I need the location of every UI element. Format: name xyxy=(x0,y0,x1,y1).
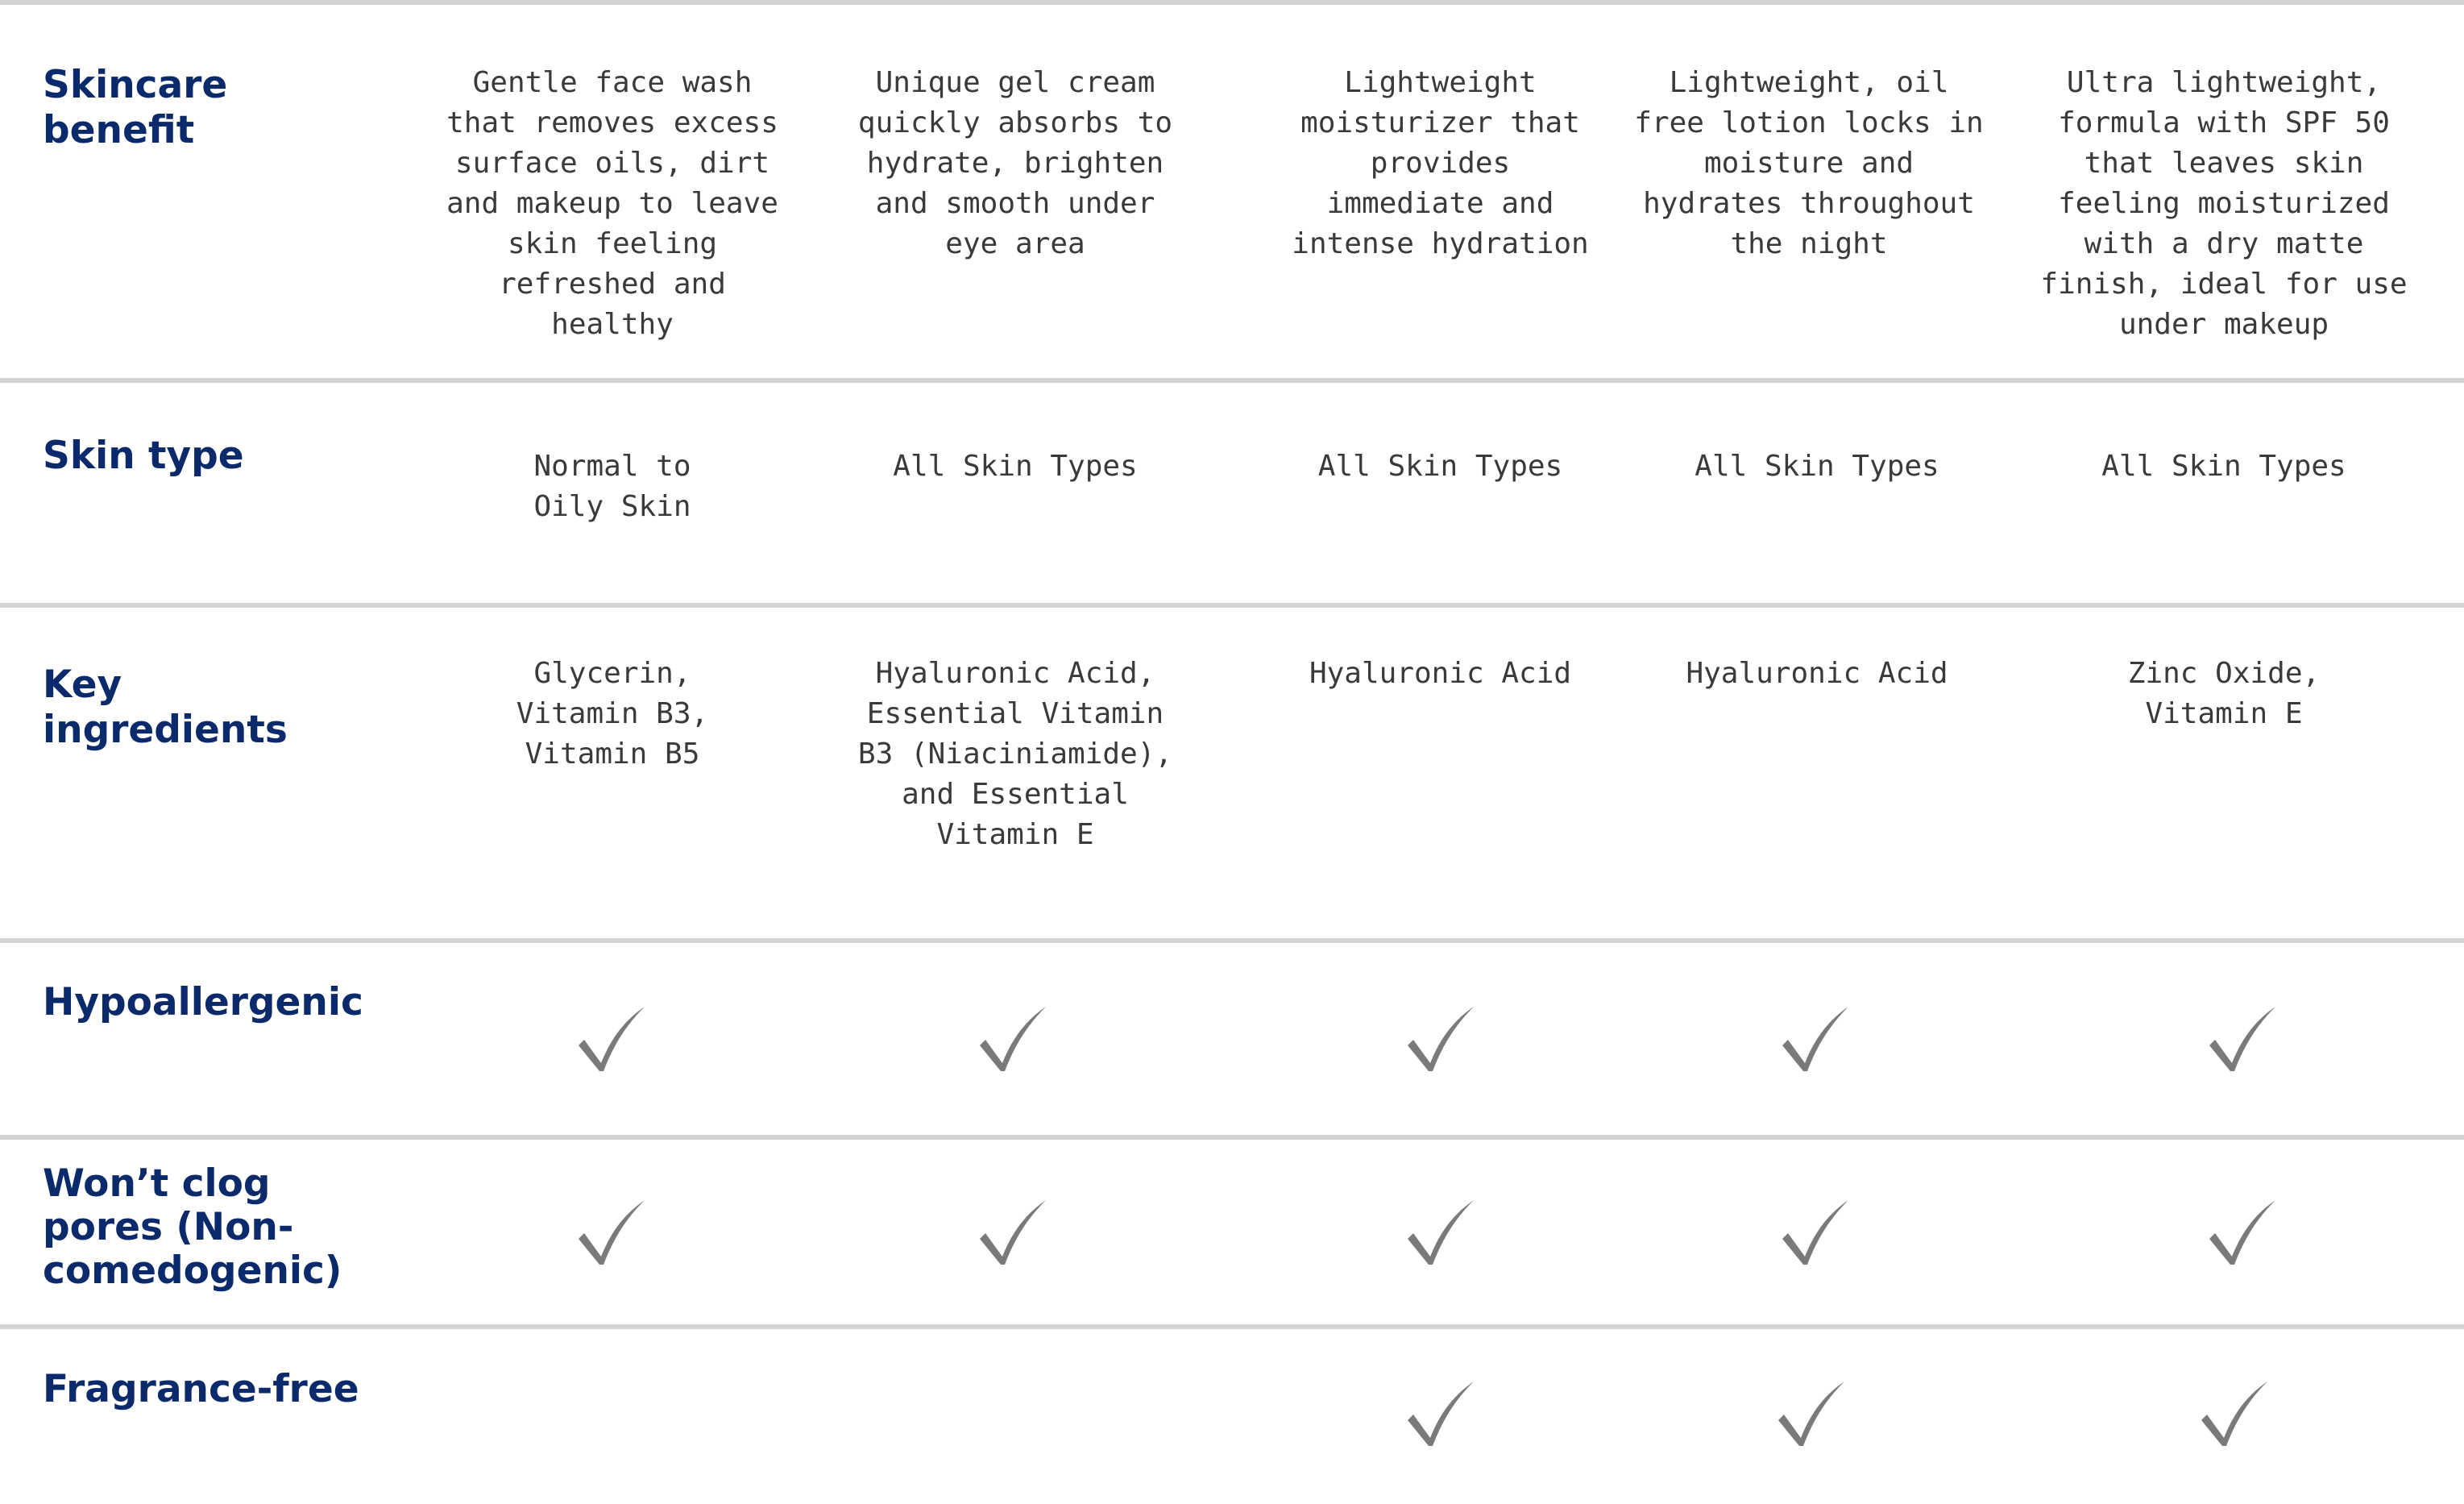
fragrance-free-check-4 xyxy=(1777,1378,1846,1448)
skin-type-cell-4: All Skin Types xyxy=(1695,450,1939,483)
ingredients-cell-4: Hyaluronic Acid xyxy=(1686,657,1948,690)
skin-type-cell-2: All Skin Types xyxy=(893,450,1138,483)
fragrance-free-check-2 xyxy=(978,1378,1047,1448)
checkmark-icon xyxy=(1777,1378,1846,1448)
checkmark-icon xyxy=(2200,1378,2269,1448)
hypoallergenic-check-4 xyxy=(1781,1003,1850,1073)
skin-type-cell-3: All Skin Types xyxy=(1317,450,1563,483)
skin-type-cell-5: All Skin Types xyxy=(2101,450,2346,483)
checkmark-icon xyxy=(577,1197,646,1266)
checkmark-icon xyxy=(978,1197,1047,1266)
benefit-cell-2: Unique gel cream quickly absorbs to hydrate, brighten and smooth under eye area xyxy=(857,66,1173,260)
checkmark-icon xyxy=(1781,1003,1850,1073)
divider-hypoallergenic xyxy=(0,1135,2464,1140)
checkmark-icon xyxy=(1406,1197,1475,1266)
checkmark-icon xyxy=(1406,1378,1475,1448)
divider-top xyxy=(0,0,2464,5)
skin-type-cell-1: Normal to Oily Skin xyxy=(533,450,691,523)
hypoallergenic-check-2 xyxy=(978,1003,1047,1073)
divider-ingredients xyxy=(0,938,2464,943)
ingredients-cell-3: Hyaluronic Acid xyxy=(1309,657,1572,690)
fragrance-free-check-1 xyxy=(577,1378,646,1448)
ingredients-cell-1: Glycerin, Vitamin B3, Vitamin B5 xyxy=(516,657,709,771)
hypoallergenic-check-1 xyxy=(577,1003,646,1073)
benefit-cell-3: Lightweight moisturizer that provides immediate and intense hydration xyxy=(1292,66,1589,260)
benefit-cell-5: Ultra lightweight, formula with SPF 50 that leaves skin feeling moisturized with a dry matte finish, ideal for use under makeup xyxy=(2040,66,2408,341)
checkmark-icon xyxy=(1406,1003,1475,1073)
row-label-hypoallergenic: Hypoallergenic xyxy=(43,980,363,1024)
non-comedogenic-check-3 xyxy=(1406,1197,1475,1266)
divider-non-comedogenic xyxy=(0,1324,2464,1329)
ingredients-cell-2: Hyaluronic Acid, Essential Vitamin B3 (Niaciniamide), and Essential Vitamin E xyxy=(857,657,1173,851)
non-comedogenic-check-4 xyxy=(1781,1197,1850,1266)
divider-benefit xyxy=(0,378,2464,383)
checkmark-icon xyxy=(577,1003,646,1073)
checkmark-icon xyxy=(2208,1003,2277,1073)
non-comedogenic-check-2 xyxy=(978,1197,1047,1266)
divider-skin-type xyxy=(0,603,2464,608)
non-comedogenic-check-1 xyxy=(577,1197,646,1266)
row-label-skin-type: Skin type xyxy=(43,434,244,478)
row-label-key-ingredients: Key ingredients xyxy=(43,663,288,752)
row-label-skincare-benefit: Skincare benefit xyxy=(43,63,228,152)
row-label-non-comedogenic: Won’t clog pores (Non-comedogenic) xyxy=(43,1161,342,1293)
checkmark-icon xyxy=(978,1003,1047,1073)
benefit-cell-4: Lightweight, oil free lotion locks in moisture and hydrates throughout the night xyxy=(1634,66,1984,260)
benefit-cell-1: Gentle face wash that removes excess surface oils, dirt and makeup to leave skin feeling refreshed and healthy xyxy=(446,66,778,341)
checkmark-icon xyxy=(1781,1197,1850,1266)
ingredients-cell-5: Zinc Oxide, Vitamin E xyxy=(2127,657,2321,730)
non-comedogenic-check-5 xyxy=(2208,1197,2277,1266)
hypoallergenic-check-5 xyxy=(2208,1003,2277,1073)
checkmark-icon xyxy=(2208,1197,2277,1266)
fragrance-free-check-3 xyxy=(1406,1378,1475,1448)
fragrance-free-check-5 xyxy=(2200,1378,2269,1448)
hypoallergenic-check-3 xyxy=(1406,1003,1475,1073)
row-label-fragrance-free: Fragrance-free xyxy=(43,1367,359,1411)
